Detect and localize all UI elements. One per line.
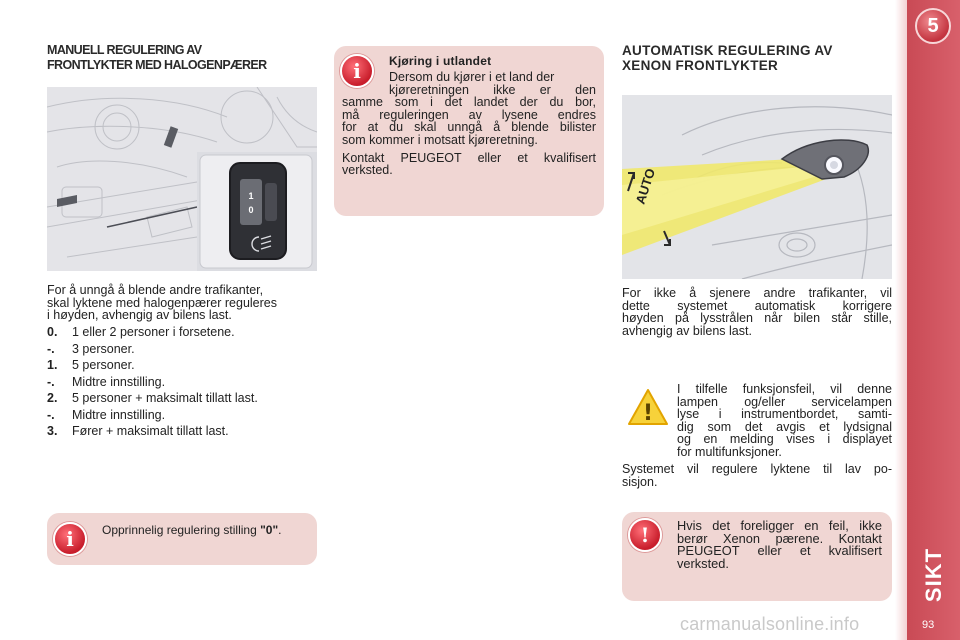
heading-line: AUTOMATISK REGULERING AV xyxy=(622,43,833,58)
dashboard-dial-illustration xyxy=(47,87,317,271)
alert-icon: ! xyxy=(628,518,662,552)
text-line: lyse i instrumentbordet, samti- xyxy=(677,407,892,422)
automatic-intro-text xyxy=(622,287,892,337)
automatic-regulation-heading xyxy=(622,43,897,73)
manual-regulation-heading xyxy=(47,43,327,73)
list-item xyxy=(47,390,317,407)
setting-label: 3 personer. xyxy=(72,341,135,356)
text-line: I tilfelle funksjonsfeil, vil denne xyxy=(677,382,892,396)
text-line: må reguleringen av lysene endres xyxy=(342,107,596,122)
xenon-alert-box xyxy=(622,512,892,601)
list-item xyxy=(47,324,317,341)
note-value: "0" xyxy=(260,523,279,537)
text-line: for multifunksjoner. xyxy=(677,444,782,459)
dial-label-zero: 0 xyxy=(248,205,254,215)
setting-label: Fører + maksimalt tillatt last. xyxy=(72,424,229,439)
setting-label: 1 eller 2 personer i forsetene. xyxy=(72,325,235,340)
setting-key: -. xyxy=(47,407,55,422)
malfunction-warning-text xyxy=(677,383,892,459)
setting-key: 1. xyxy=(47,358,58,373)
car-front-drawing xyxy=(622,95,892,279)
text-line: PEUGEOT eller et kvalifisert xyxy=(677,543,882,559)
dial-label-one: 1 xyxy=(248,191,254,201)
driving-abroad-text xyxy=(342,71,596,177)
text-line: lampen og/eller servicelampen xyxy=(677,394,892,409)
setting-key: 2. xyxy=(47,391,58,406)
chapter-title xyxy=(908,540,960,610)
setting-label: 5 personer. xyxy=(72,358,135,373)
text-line: kjøreretningen ikke er den xyxy=(389,82,596,97)
box-title: Kjøring i utlandet xyxy=(389,54,492,68)
system-low-position-text xyxy=(622,463,892,488)
text-line: For å unngå å blende andre trafikanter, xyxy=(47,283,264,297)
list-item xyxy=(47,423,317,440)
driving-abroad-box xyxy=(334,46,604,216)
text-line: Hvis det foreligger en feil, ikke xyxy=(677,518,882,533)
note-end: . xyxy=(278,523,282,537)
watermark: carmanualsonline.info xyxy=(680,614,860,634)
text-line: avhengig av bilens last. xyxy=(622,323,752,338)
text-line: for at du skal unngå å blende bilister xyxy=(342,120,596,135)
chapter-number-badge xyxy=(915,8,951,44)
manual-intro-text xyxy=(47,284,317,322)
note-text xyxy=(102,523,282,537)
text-line: høyden på lysstrålen når bilen står stille, xyxy=(622,311,892,326)
heading-line: XENON FRONTLYKTER xyxy=(622,58,779,73)
text-line: skal lyktene med halogenpærer reguleres xyxy=(47,295,277,310)
text-line: Kontakt PEUGEOT eller et kvalifisert xyxy=(342,150,596,165)
setting-key: -. xyxy=(47,341,55,356)
text-line: verksted. xyxy=(342,163,393,178)
list-item xyxy=(47,407,317,424)
setting-label: Midtre innstilling. xyxy=(72,407,166,422)
page-number: 93 xyxy=(922,619,935,631)
text-line: i høyden, avhengig av bilens last. xyxy=(47,308,232,323)
text-line: og en melding vises i displayet xyxy=(677,432,892,447)
text-line: som kommer i motsatt kjøreretning. xyxy=(342,132,538,147)
text-line: For ikke å sjenere andre trafikanter, vil xyxy=(622,286,892,300)
text-line: verksted. xyxy=(677,555,729,571)
text-line: berør Xenon pærene. Kontakt xyxy=(677,530,882,546)
load-settings-list xyxy=(47,324,317,440)
text-line: sisjon. xyxy=(622,474,658,489)
setting-label: Midtre innstilling. xyxy=(72,374,166,389)
text-line: dette systemet automatisk korrigere xyxy=(622,298,892,313)
xenon-alert-text xyxy=(677,520,882,570)
list-item xyxy=(47,357,317,374)
info-icon: i xyxy=(53,522,87,556)
list-item xyxy=(47,374,317,391)
text-line: Dersom du kjører i et land der xyxy=(389,70,555,84)
heading-line: MANUELL REGULERING AV xyxy=(47,43,202,57)
text-line: samme som i det landet der du bor, xyxy=(342,95,596,110)
text-line: Systemet vil regulere lyktene til lav po- xyxy=(622,462,892,476)
xenon-headlamp-illustration xyxy=(622,95,892,279)
chapter-title-text: SIKT xyxy=(921,547,946,603)
setting-key: 3. xyxy=(47,424,58,439)
setting-key: -. xyxy=(47,374,55,389)
dashboard-drawing xyxy=(47,87,317,271)
setting-key: 0. xyxy=(47,325,58,340)
list-item xyxy=(47,341,317,358)
auto-label: AUTO xyxy=(632,166,659,206)
original-setting-note xyxy=(47,513,317,565)
setting-label: 5 personer + maksimalt tillatt last. xyxy=(72,391,258,406)
info-icon: i xyxy=(340,54,374,88)
warning-glyph: ! xyxy=(642,401,654,426)
heading-line: FRONTLYKTER MED HALOGENPÆRER xyxy=(47,58,267,72)
warning-icon xyxy=(627,388,669,426)
chapter-number: 5 xyxy=(927,14,939,37)
text-line: dig som det avgis et lydsignal xyxy=(677,419,892,434)
note-prefix: Opprinnelig regulering stilling xyxy=(102,523,261,537)
